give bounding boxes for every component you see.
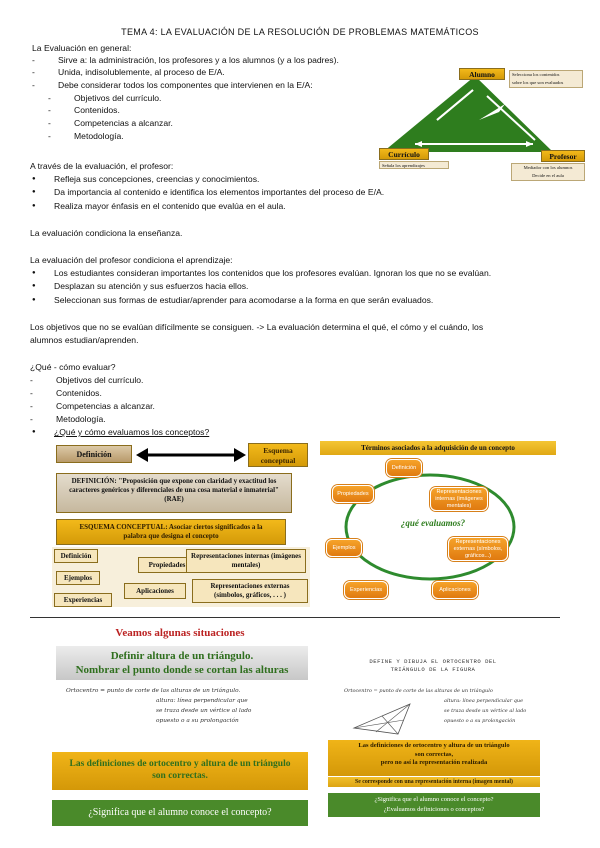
correct-line: Las definiciones de ortocentro y altura de un triángulo xyxy=(69,759,291,769)
list-item: ● Da importancia al contenido e identifica los elementos importantes del proceso de E/A. xyxy=(54,187,384,198)
situations-title: Veamos algunas situaciones xyxy=(115,627,245,639)
list-item: ● Realiza mayor énfasis en el contenido que evalúa en el aula. xyxy=(54,201,286,212)
node-aplicaciones: Aplicaciones xyxy=(432,581,478,599)
correct-definitions-box xyxy=(52,752,308,790)
handwritten-line: Ortocentro = punto de corte de las alturas de un triángulo. xyxy=(66,688,241,694)
cell-definicion: Definición xyxy=(54,549,98,563)
definicion-rae-box: DEFINICIÓN: "Proposición que expone con claridad y exactitud los caracteres genéricos y diferenciales de una cosa material e inmaterial" (RAE) xyxy=(56,473,292,513)
handwritten-line: se traza desde un vértice al lado xyxy=(444,708,527,714)
handwritten-line: altura: línea perpendicular que xyxy=(444,698,524,704)
divider xyxy=(30,617,560,618)
node-propiedades: Propiedades xyxy=(332,485,374,503)
right-correct-line: son correctas, xyxy=(414,750,454,758)
task-line: Nombrar el punto donde se cortan las alturas xyxy=(75,664,289,676)
sub-list-item: - Competencias a alcanzar. xyxy=(74,118,173,129)
handwritten-line: opuesto o a su prolongación xyxy=(444,718,516,724)
terms-cycle xyxy=(320,455,556,601)
section-heading-aprendizaje: La evaluación del profesor condiciona el aprendizaje: xyxy=(30,255,233,265)
profesor-note-line: Mediador con los alumnos xyxy=(523,165,573,170)
handwritten-line: opuesto o a su prolongación xyxy=(156,718,239,724)
section-heading-profesor: A través de la evaluación, el profesor: xyxy=(30,161,174,171)
triangle-diagram xyxy=(375,64,585,184)
sub-list-item: - Contenidos. xyxy=(74,105,120,116)
concept-diagram-left xyxy=(52,441,310,607)
list-item: - Debe considerar todos los componentes que intervienen en la E/A: xyxy=(58,80,313,91)
list-item: - Competencias a alcanzar. xyxy=(56,401,155,412)
triangle-sketch xyxy=(350,698,430,738)
alumno-note-line: Selecciona los contenidos xyxy=(512,72,560,77)
statement-ensenanza: La evaluación condiciona la enseñanza. xyxy=(30,228,183,238)
list-item: - Unida, indisolublemente, al proceso de E/A. xyxy=(58,67,225,78)
cell-propiedades: Propiedades xyxy=(138,557,196,573)
alumno-label: Alumno xyxy=(459,68,505,80)
concept-diagram-right xyxy=(320,441,556,601)
section-heading-que-como: ¿Qué - cómo evaluar? xyxy=(30,362,116,372)
list-item: ● Refleja sus concepciones, creencias y conocimientos. xyxy=(54,174,259,185)
cell-experiencias: Experiencias xyxy=(54,593,112,607)
right-question-line: ¿Significa que el alumno conoce el concepto? xyxy=(374,796,494,803)
handwritten-line: se traza desde un vértice al lado xyxy=(156,708,252,714)
node-ejemplos: Ejemplos xyxy=(326,539,362,557)
right-task-line: TRIÁNGULO DE LA FIGURA xyxy=(390,666,476,673)
alumno-note xyxy=(509,70,583,88)
double-arrow-icon xyxy=(136,447,246,463)
curriculo-label: Currículo xyxy=(379,148,429,160)
node-experiencias: Experiencias xyxy=(344,581,388,599)
statement-objetivos: Los objetivos que no se evalúan difícilmente se consiguen. -> La evaluación determina el qué, el cómo y el cuándo, los xyxy=(30,322,484,332)
profesor-note-line: Decide en el aula xyxy=(532,173,564,178)
task-line: Definir altura de un triángulo. xyxy=(110,650,254,662)
statement-objetivos-cont: alumnos estudian/aprenden. xyxy=(30,335,139,345)
center-question: ¿qué evaluamos? xyxy=(400,518,466,528)
cell-aplicaciones: Aplicaciones xyxy=(124,583,186,599)
cell-representaciones-externas: Representaciones externas (símbolos, gráficos, . . . ) xyxy=(192,579,308,603)
terms-header: Términos asociados a la adquisición de un concepto xyxy=(320,441,556,455)
cell-ejemplos: Ejemplos xyxy=(56,571,100,585)
sub-list-item: - Metodología. xyxy=(74,131,124,142)
correct-line: son correctas. xyxy=(152,771,208,781)
node-representaciones-externas: Representaciones externas (símbolos, gráficos...) xyxy=(448,537,508,561)
alumno-note-line: sobre los que son evaluados xyxy=(512,80,564,85)
list-item: ● Desplazan su atención y sus esfuerzos hacia ellos. xyxy=(54,281,248,292)
profesor-note xyxy=(511,163,585,181)
node-representaciones-internas: Representaciones internas (imágenes mentales) xyxy=(430,487,488,511)
sub-list-item: - Objetivos del currículo. xyxy=(74,93,161,104)
list-item: - Metodología. xyxy=(56,414,106,425)
right-task xyxy=(330,658,536,674)
node-definicion: Definición xyxy=(386,459,422,477)
list-item: ● Los estudiantes consideran importantes los contenidos que los profesores evalúan. Ignoran los que no se evalúan. xyxy=(54,268,491,279)
page-title: TEMA 4: LA EVALUACIÓN DE LA RESOLUCIÓN DE PROBLEMAS MATEMÁTICOS xyxy=(121,27,479,37)
section-heading-general: La Evaluación en general: xyxy=(32,43,132,53)
list-item: ● Seleccionan sus formas de estudiar/aprender para acomodarse a la forma en que serán evaluados. xyxy=(54,295,433,306)
list-item-conceptos: ● ¿Qué y cómo evaluamos los conceptos? xyxy=(54,427,209,438)
profesor-label: Profesor xyxy=(541,150,585,162)
right-note-band: Se corresponde con una representación interna (imagen mental) xyxy=(328,777,540,787)
right-correct-line: pero no así la representación realizada xyxy=(380,759,488,766)
right-question-line: ¿Evaluamos definiciones o conceptos? xyxy=(383,806,485,813)
definicion-box: Definición xyxy=(56,445,132,463)
esquema-conceptual-box: ESQUEMA CONCEPTUAL: Asociar ciertos significados a la palabra que designa el concepto xyxy=(56,519,286,545)
handwritten-answer-left xyxy=(66,686,306,726)
right-question-band xyxy=(328,793,540,817)
cell-representaciones-internas: Representaciones internas (imágenes mentales) xyxy=(186,549,306,573)
right-correct-line: Las definiciones de ortocentro y altura de un triángulo xyxy=(358,742,510,749)
esquema-box: Esquema conceptual xyxy=(248,443,308,467)
handwritten-line: Ortocentro = punto de corte de las alturas de un triángulo xyxy=(344,688,493,694)
list-item: - Contenidos. xyxy=(56,388,102,399)
right-task-line: DEFINE Y DIBUJA EL ORTOCENTRO DEL xyxy=(369,658,497,665)
task-box xyxy=(56,646,308,680)
handwritten-line: altura: línea perpendicular que xyxy=(156,698,248,704)
question-band: ¿Significa que el alumno conoce el concepto? xyxy=(52,800,308,826)
curriculo-note: Señala los aprendizajes xyxy=(379,161,449,169)
list-item: - Sirve a: la administración, los profesores y a los alumnos (y a los padres). xyxy=(58,55,339,66)
right-correct-box xyxy=(328,740,540,776)
list-item: - Objetivos del currículo. xyxy=(56,375,143,386)
